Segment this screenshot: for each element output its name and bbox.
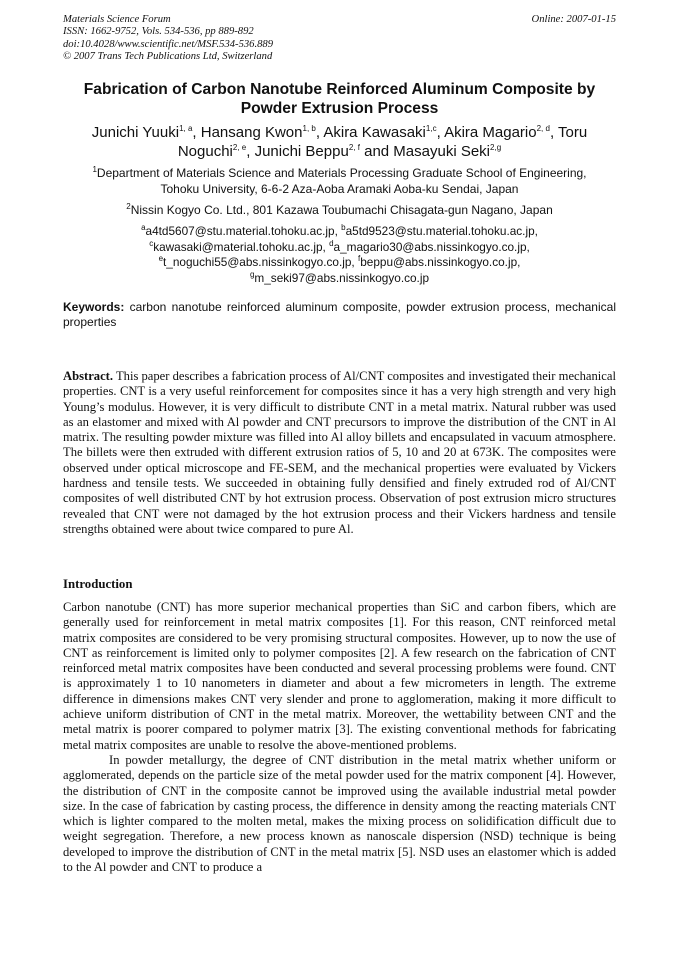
affil-mark: 2	[126, 202, 131, 211]
title-line-2: Powder Extrusion Process	[240, 100, 439, 117]
abstract	[63, 369, 616, 537]
affiliation-2	[63, 203, 616, 219]
author-affil-mark: 2, d	[536, 124, 550, 133]
keywords-text: carbon nanotube reinforced aluminum composite, powder extrusion process, mechanical properties	[63, 300, 616, 329]
email-link[interactable]: kawasaki@material.tohoku.ac.jp,	[153, 239, 330, 254]
paper-title	[63, 80, 616, 118]
email-mark: e	[158, 254, 164, 264]
email-link[interactable]: t_noguchi55@abs.nissinkogyo.co.jp,	[163, 255, 358, 269]
affil-1-line-1: Department of Materials Science and Materials Processing Graduate School of Engineering,	[96, 166, 587, 180]
author-affil-mark: 1, b	[302, 124, 316, 133]
author-name: , Junichi Beppu	[246, 143, 349, 160]
email-mark: a	[141, 223, 146, 233]
email-link[interactable]: a5td9523@stu.material.tohoku.ac.jp,	[345, 224, 538, 238]
email-link[interactable]: a4td5607@stu.material.tohoku.ac.jp,	[145, 224, 342, 238]
intro-paragraph-1: Carbon nanotube (CNT) has more superior mechanical properties than SiC and carbon fibers, which are generally used for reinforcement in metal matrix composites [1]. For this reason, CNT reinforced metal matrix composites are considered to be very promising structural composites. However, up to now the use of CNT as reinforcement is limited only to polymer composites [2]. A few research on the fabrication of CNT reinforced metal matrix composites have been conducted and several processing problems were found. CNT is approximately 1 to 10 nanometers in diameter and about a few micrometers in length. The extreme difference in dimensions makes CNT very slender and prone to agglomeration, making it more difficult to achieve uniform distribution of CNT in the metal matrix. Moreover, the wettability between CNT and the metal matrix is poorer compared to polymer matrix [3]. The existing conventional methods for fabricating metal matrix composites are unable to resolve the above-mentioned problems.	[63, 600, 616, 752]
intro-paragraph-2: In powder metallurgy, the degree of CNT distribution in the metal matrix whether uniform or agglomerated, depends on the particle size of the metal powder used for the matrix component [4]. However, the distribution of CNT in the composite cannot be improved using the available industrial metal powder size. In the case of fabrication by casting process, the difference in density among the reacting materials CNT which is lighter compared to the molten metal, makes the mixing process on solidification difficult due to weight segregation. Therefore, a new process known as nanoscale dispersion (NSD) technique is being developed to improve the distribution of CNT in the metal matrix [5]. NSD uses an elastomer which is added to the Al powder and CNT to produce a	[63, 752, 616, 875]
email-mark: b	[341, 223, 346, 233]
author-affil-mark: 2, f	[348, 143, 360, 152]
affil-2-text: Nissin Kogyo Co. Ltd., 801 Kazawa Toubumachi Chisagata-gun Nagano, Japan	[130, 203, 553, 217]
author-affil-mark: 1, a	[179, 124, 193, 133]
title-line-1: Fabrication of Carbon Nanotube Reinforced Aluminum Composite by	[83, 81, 596, 98]
journal-header	[63, 14, 616, 64]
keywords-label: Keywords:	[63, 300, 125, 314]
email-link[interactable]: beppu@abs.nissinkogyo.co.jp,	[360, 255, 521, 269]
email-mark: f	[357, 254, 361, 264]
author-affil-mark: 2, e	[232, 143, 247, 152]
abstract-text: This paper describes a fabrication process of Al/CNT composites and investigated their mechanical properties. CNT is a very useful reinforcement for composites since it has a very high strength and very high Young’s modulus. However, it is very difficult to distribute CNT in a metal matrix. Natural rubber was used as an elastomer and mixed with Al powder and CNT precursors to improve the distribution of the CNT in Al matrix. The resulting powder mixture was filled into Al alloy billets and encapsulated in vacuum atmosphere. The billets were then extruded with different extrusion ratios of 5, 10 and 20 at 673K. The composites were observed under optical microscope and FE-SEM, and the mechanical properties were evaluated by Vickers hardness and tensile tests. We succeeded in obtaining fully densified and finely extruded rod of Al/CNT composites of well distributed CNT by hot extrusion process. Observation of post extrusion micro structures revealed that CNT were not damaged by the hot extrusion process and their Vickers hardness and tensile strengths obtained were about twice compared to pure Al.	[63, 369, 616, 536]
affil-mark: 1	[92, 165, 97, 174]
introduction-body	[63, 600, 616, 875]
author-list	[63, 123, 616, 161]
keywords	[63, 300, 616, 330]
author-name: , Akira Kawasaki	[315, 124, 426, 141]
email-link[interactable]: m_seki97@abs.nissinkogyo.co.jp	[254, 270, 430, 285]
email-mark: g	[249, 269, 255, 279]
online-date: Online: 2007-01-15	[531, 14, 616, 25]
section-heading-introduction: Introduction	[63, 577, 133, 591]
author-name: Junichi Yuuki	[91, 124, 180, 141]
email-link[interactable]: a_magario30@abs.nissinkogyo.co.jp,	[333, 239, 530, 254]
journal-name: Materials Science Forum	[63, 14, 171, 25]
doi-line: doi:10.4028/www.scientific.net/MSF.534-536.889	[63, 38, 273, 50]
affiliation-1	[63, 166, 616, 197]
email-mark: d	[329, 238, 334, 248]
author-affil-mark: 2,g	[490, 143, 502, 152]
email-list	[63, 224, 616, 286]
author-name: , Akira Magario	[436, 124, 537, 141]
author-name: , Toru Noguchi	[177, 124, 588, 160]
affil-1-line-2: Tohoku University, 6-6-2 Aza-Aoba Aramaki Aoba-ku Sendai, Japan	[160, 181, 519, 196]
issn-line: ISSN: 1662-9752, Vols. 534-536, pp 889-892	[63, 26, 254, 38]
author-affil-mark: 1,c	[425, 124, 437, 133]
author-name: , Hansang Kwon	[192, 124, 303, 141]
copyright-line: © 2007 Trans Tech Publications Ltd, Switzerland	[63, 51, 273, 63]
abstract-label: Abstract.	[63, 369, 114, 383]
email-mark: c	[149, 238, 154, 248]
author-name: and Masayuki Seki	[359, 143, 491, 160]
